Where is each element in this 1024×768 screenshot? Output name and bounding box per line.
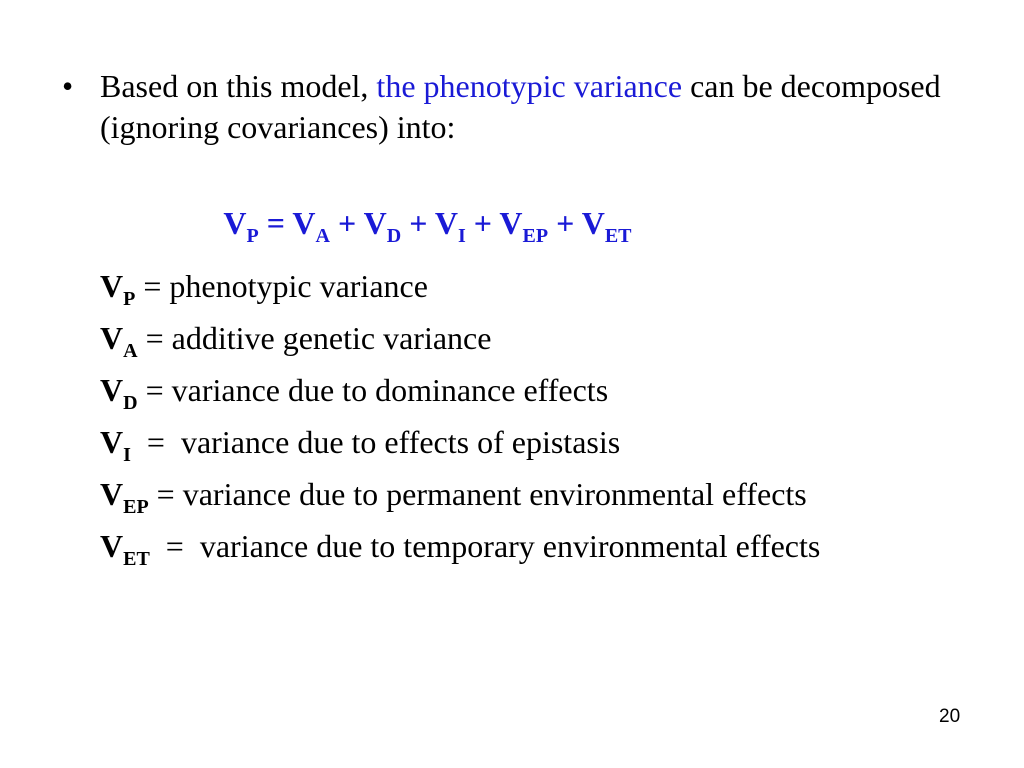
definition-vet	[100, 528, 920, 570]
definitions-list	[100, 268, 920, 580]
equation-term-vp: $V_P$	[223, 205, 259, 247]
definition-symbol: $V_P$	[100, 268, 136, 310]
equation-plus: +	[329, 205, 364, 241]
definition-text: variance due to temporary environmental effects	[199, 528, 821, 564]
definition-sep: =	[148, 476, 183, 512]
bullet-icon: •	[62, 68, 74, 104]
definition-symbol: $V_D$	[100, 372, 138, 414]
bullet-text-after: can be decomposed (ignoring covariances) into:	[100, 68, 949, 145]
equation-term-vi: $V_I$	[434, 205, 466, 247]
definition-text: variance due to dominance effects	[171, 372, 609, 408]
equation-term-vd: $V_D$	[363, 205, 402, 247]
definition-vep	[100, 476, 920, 518]
definition-sep: =	[137, 320, 172, 356]
definition-vp	[100, 268, 920, 310]
definition-symbol: $V_A$	[100, 320, 138, 362]
definition-va	[100, 320, 920, 362]
page-number: 20	[939, 706, 961, 727]
equation-term-va: $V_A$	[292, 205, 330, 247]
definition-text: variance due to effects of epistasis	[180, 424, 621, 460]
definition-symbol: $V_I$	[100, 424, 131, 466]
definition-symbol: $V_{EP}$	[100, 476, 149, 518]
definition-sep: =	[137, 372, 172, 408]
definition-text: variance due to permanent environmental effects	[182, 476, 807, 512]
bullet-text-before: Based on this model,	[100, 68, 377, 104]
equation-plus: +	[401, 205, 435, 241]
bullet-text-highlight: the phenotypic variance	[376, 68, 683, 104]
variance-equation	[192, 163, 632, 283]
definition-sep: =	[149, 528, 200, 564]
definition-vd	[100, 372, 920, 414]
definition-vi	[100, 424, 920, 466]
equation-term-vet: $V_{ET}$	[581, 205, 632, 247]
equation-term-vep: $V_{EP}$	[499, 205, 549, 247]
bullet-text	[100, 66, 960, 148]
definition-text: additive genetic variance	[171, 320, 492, 356]
definition-symbol: $V_{ET}$	[100, 528, 150, 570]
definition-text: phenotypic variance	[169, 268, 428, 304]
equation-plus: +	[465, 205, 500, 241]
definition-sep: =	[130, 424, 181, 460]
definition-sep: =	[135, 268, 170, 304]
equation-plus: +	[548, 205, 582, 241]
equation-equals: =	[258, 205, 293, 241]
